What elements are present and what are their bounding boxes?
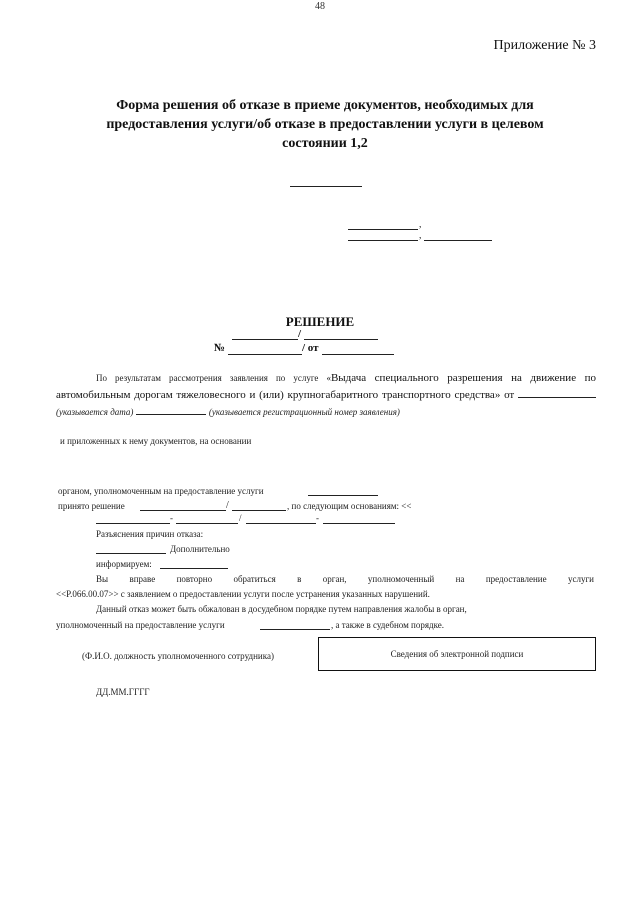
decision-line-top-left	[232, 339, 298, 340]
reapply-line-1: Вы вправе повторно обратиться в орган, уполномоченный на предоставление услуги	[96, 574, 594, 584]
decision-made-label: принято решение	[58, 501, 125, 511]
address-comma-1: ,	[419, 220, 422, 230]
from-label: » от	[494, 389, 515, 401]
grounds-blank-2	[176, 523, 238, 524]
title-line-3: состоянии 1,2	[282, 136, 368, 151]
authority-line: органом, уполномоченным на предоставление услуги	[58, 486, 264, 496]
decision-date-blank	[322, 354, 394, 355]
appeal-line-2: уполномоченный на предоставление услуги	[56, 620, 225, 630]
official-signature-label: (Ф.И.О. должность уполномоченного сотрудника)	[82, 651, 274, 661]
reapply-line-2: <<P.066.00.07>> с заявлением о предоставлении услуги после устранения указанных нарушений.	[56, 589, 430, 599]
authority-blank	[308, 495, 378, 496]
grounds-blank-4	[323, 523, 395, 524]
grounds-blank-3	[246, 523, 316, 524]
address-comma-2: ,	[419, 231, 422, 241]
decision-heading: РЕШЕНИЕ	[285, 314, 355, 329]
decision-made-blank-1	[140, 510, 226, 511]
date-blank	[518, 387, 596, 398]
grounds-label: , по следующим основаниям: <<	[287, 501, 412, 511]
inform-blank	[160, 568, 228, 569]
e-signature-box	[318, 637, 596, 671]
decision-made-blank-2	[232, 510, 286, 511]
page-number: 48	[315, 1, 325, 12]
grounds-blank-1	[96, 523, 170, 524]
reg-number-hint: (указывается регистрационный номер заявления)	[208, 407, 400, 417]
address-blank-3	[424, 240, 492, 241]
decision-number-label: №	[214, 342, 226, 354]
address-blank-2	[348, 240, 418, 241]
decision-slash: /	[298, 328, 302, 340]
date-placeholder: ДД.ММ.ГГГГ	[96, 687, 150, 697]
e-signature-label: Сведения об электронной подписи	[390, 649, 524, 659]
grounds-dash-1: -	[170, 513, 173, 523]
appeal-line-3: , а также в судебном порядке.	[331, 620, 444, 630]
inform-label: информируем:	[96, 559, 152, 569]
date-hint: (указывается дата)	[56, 407, 134, 417]
document-title	[90, 96, 560, 153]
grounds-slash: /	[239, 513, 242, 523]
decision-line-top-right	[304, 339, 378, 340]
decision-from-label: / от	[302, 342, 319, 354]
additional-label: Дополнительно	[170, 544, 230, 554]
appeal-blank	[260, 629, 330, 630]
grounds-dash-2: -	[316, 513, 319, 523]
explanation-blank	[96, 553, 166, 554]
appeal-line-1: Данный отказ может быть обжалован в досудебном порядке путем направления жалобы в орган,	[96, 604, 467, 614]
explanation-label: Разъяснения причин отказа:	[96, 529, 204, 539]
title-line-2: предоставления услуги/об отказе в предоставлении услуги в целевом	[106, 117, 544, 132]
title-line-1: Форма решения об отказе в приеме документов, необходимых для	[116, 98, 534, 113]
attached-docs-line: и приложенных к нему документов, на основании	[60, 436, 252, 446]
appendix-label: Приложение № 3	[493, 38, 596, 53]
decision-made-slash: /	[226, 500, 229, 511]
address-blank-1	[348, 229, 418, 230]
reg-number-blank	[136, 404, 206, 415]
decision-number-blank	[228, 354, 302, 355]
service-name: Выдача специального разрешения на движение по автомобильным дорогам тяжеловесного и (или) крупногабаритного транспортного средства	[56, 372, 597, 401]
recipient-blank	[290, 186, 362, 187]
paragraph-consideration	[56, 370, 596, 421]
consideration-start: По результатам рассмотрения заявления по услуге «	[96, 373, 331, 383]
